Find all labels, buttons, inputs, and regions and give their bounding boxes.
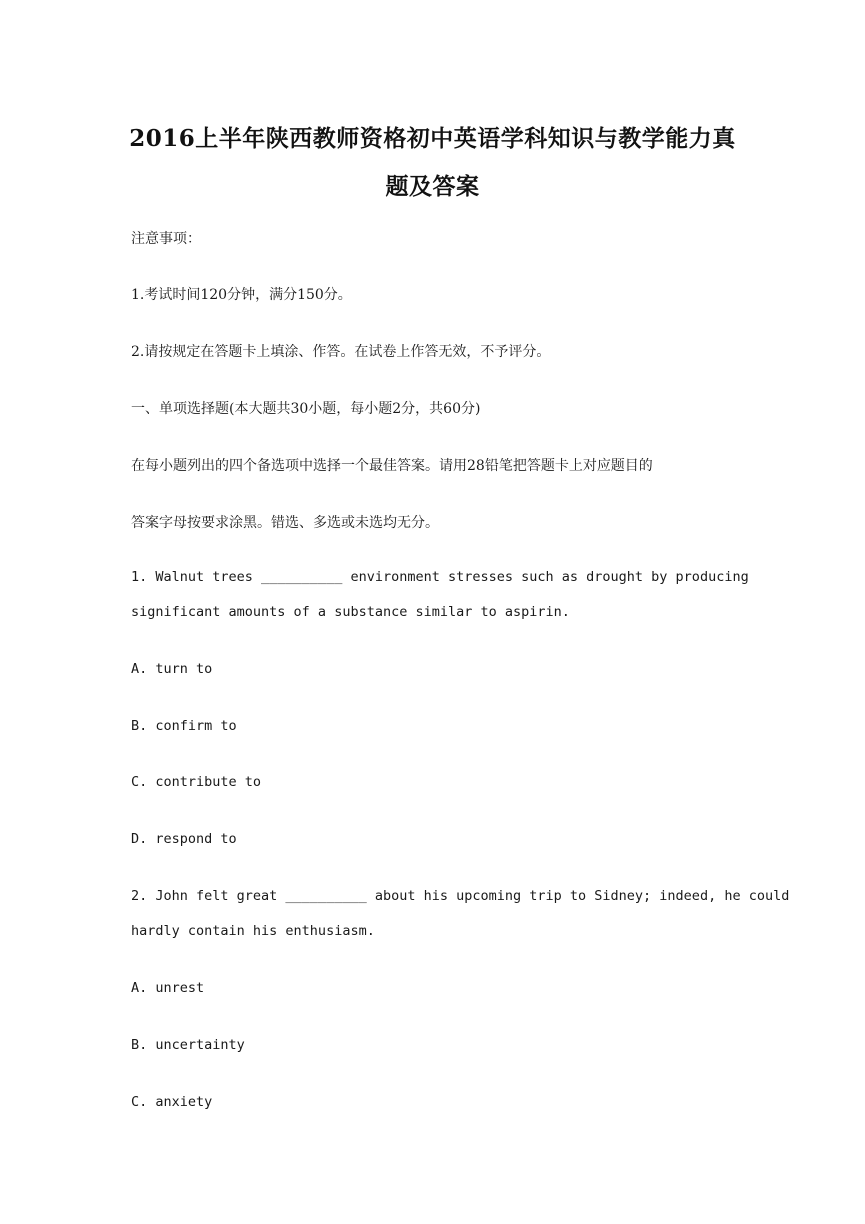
question-1-stem-line-2: significant amounts of a substance similar to aspirin.	[131, 604, 570, 620]
question-2-option-c: C. anxiety	[131, 1094, 213, 1110]
notice-item-1: 1.考试时间120分钟，满分150分。	[131, 287, 352, 303]
question-1-option-d: D. respond to	[131, 831, 237, 847]
question-1-option-b: B. confirm to	[131, 718, 237, 734]
document-title-line-1: 2016上半年陕西教师资格初中英语学科知识与教学能力真	[129, 125, 736, 152]
question-2-stem-line-1: 2. John felt great __________ about his upcoming trip to Sidney; indeed, he could	[131, 888, 790, 904]
question-1-option-c: C. contribute to	[131, 774, 262, 790]
question-2-option-a: A. unrest	[131, 980, 205, 996]
instruction-line-1: 在每小题列出的四个备选项中选择一个最佳答案。请用28铅笔把答题卡上对应题目的	[131, 458, 653, 474]
document-title-line-2: 题及答案	[385, 173, 480, 200]
question-1-option-a: A. turn to	[131, 661, 213, 677]
question-2-option-b: B. uncertainty	[131, 1037, 245, 1053]
question-1-stem-line-1: 1. Walnut trees __________ environment stresses such as drought by producing	[131, 569, 749, 585]
section-heading: 一、单项选择题(本大题共30小题，每小题2分，共60分)	[131, 401, 481, 417]
question-2-stem-line-2: hardly contain his enthusiasm.	[131, 923, 375, 939]
notice-item-2: 2.请按规定在答题卡上填涂、作答。在试卷上作答无效，不予评分。	[131, 344, 551, 360]
instruction-line-2: 答案字母按要求涂黑。错选、多选或未选均无分。	[131, 515, 439, 531]
notice-heading: 注意事项：	[131, 231, 201, 247]
